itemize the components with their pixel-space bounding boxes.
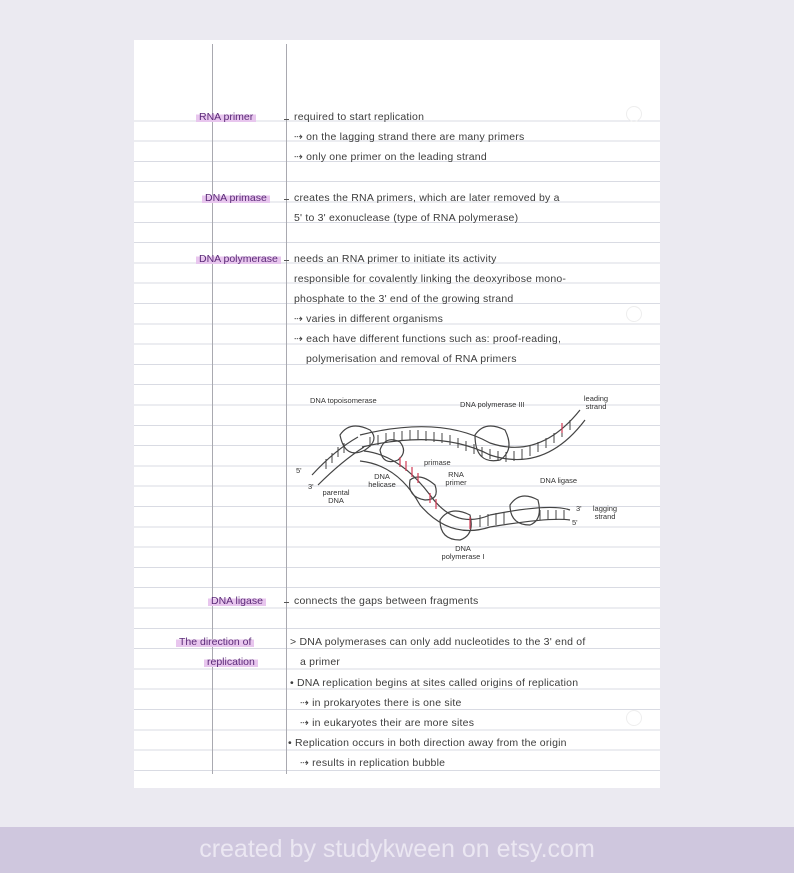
label-3prime-b: 3' (576, 504, 582, 513)
dash (284, 260, 289, 261)
note-line: • Replication occurs in both direction away from the origin (288, 737, 567, 749)
notebook-page (134, 40, 660, 788)
label-pol1: DNA polymerase I (441, 544, 485, 561)
dash (284, 602, 289, 603)
label-rna-primer: RNA primer (445, 470, 467, 487)
label-lagging-strand: lagging strand (592, 504, 618, 521)
label-5prime: 5' (296, 466, 302, 475)
label-leading-strand: leading strand (583, 394, 609, 411)
note-line: ⇢ varies in different organisms (294, 313, 444, 325)
note-line: • DNA replication begins at sites called origins of replication (290, 677, 579, 689)
note-line: ⇢ in prokaryotes there is one site (300, 697, 462, 709)
note-line: ⇢ each have different functions such as: proof-reading, (294, 333, 562, 345)
label-topoisomerase: DNA topoisomerase (310, 396, 377, 405)
note-line: ⇢ in eukaryotes their are more sites (300, 717, 475, 729)
label-pol3: DNA polymerase III (460, 400, 525, 409)
note-line: required to start replication (294, 111, 425, 123)
label-5prime-b: 5' (572, 518, 578, 527)
note-line: a primer (300, 656, 341, 668)
note-line: > DNA polymerases can only add nucleotides to the 3' end of (290, 636, 586, 648)
note-line: ⇢ on the lagging strand there are many primers (294, 131, 525, 143)
note-line: ⇢ results in replication bubble (300, 757, 446, 769)
term-dna-primase: DNA primase (202, 192, 270, 204)
term-direction-of-replication: The direction of (176, 636, 254, 648)
note-line: 5' to 3' exonuclease (type of RNA polymerase) (294, 212, 519, 224)
watermark-text: created by studykween on etsy.com (199, 835, 595, 863)
dash (284, 199, 289, 200)
label-3prime: 3' (308, 482, 314, 491)
term-dna-polymerase: DNA polymerase (196, 253, 281, 265)
label-primase: primase (424, 458, 451, 467)
label-ligase: DNA ligase (540, 476, 578, 485)
punch-hole (626, 710, 642, 726)
note-line: responsible for covalently linking the deoxyribose mono- (294, 273, 567, 285)
term-direction-of-replication-2: replication (204, 656, 258, 668)
note-line: connects the gaps between fragments (294, 595, 479, 607)
base-pairs (326, 443, 344, 469)
label-helicase: DNA helicase (368, 472, 396, 489)
note-line: needs an RNA primer to initiate its activity (294, 253, 497, 265)
dash (284, 119, 289, 120)
punch-hole (626, 306, 642, 322)
dna-replication-diagram (290, 395, 630, 565)
note-line: ⇢ only one primer on the leading strand (294, 151, 487, 163)
note-line: polymerisation and removal of RNA primers (306, 353, 517, 365)
protein-primase (410, 477, 437, 500)
watermark-banner (0, 827, 794, 873)
note-line: phosphate to the 3' end of the growing strand (294, 293, 514, 305)
protein-topoisomerase (340, 426, 374, 453)
note-line: creates the RNA primers, which are later removed by a (294, 192, 560, 204)
term-rna-primer: RNA primer (196, 111, 256, 123)
margin-line-right (286, 44, 287, 774)
label-parental-dna: parental DNA (322, 488, 350, 505)
punch-hole (626, 106, 642, 122)
term-dna-ligase: DNA ligase (208, 595, 266, 607)
